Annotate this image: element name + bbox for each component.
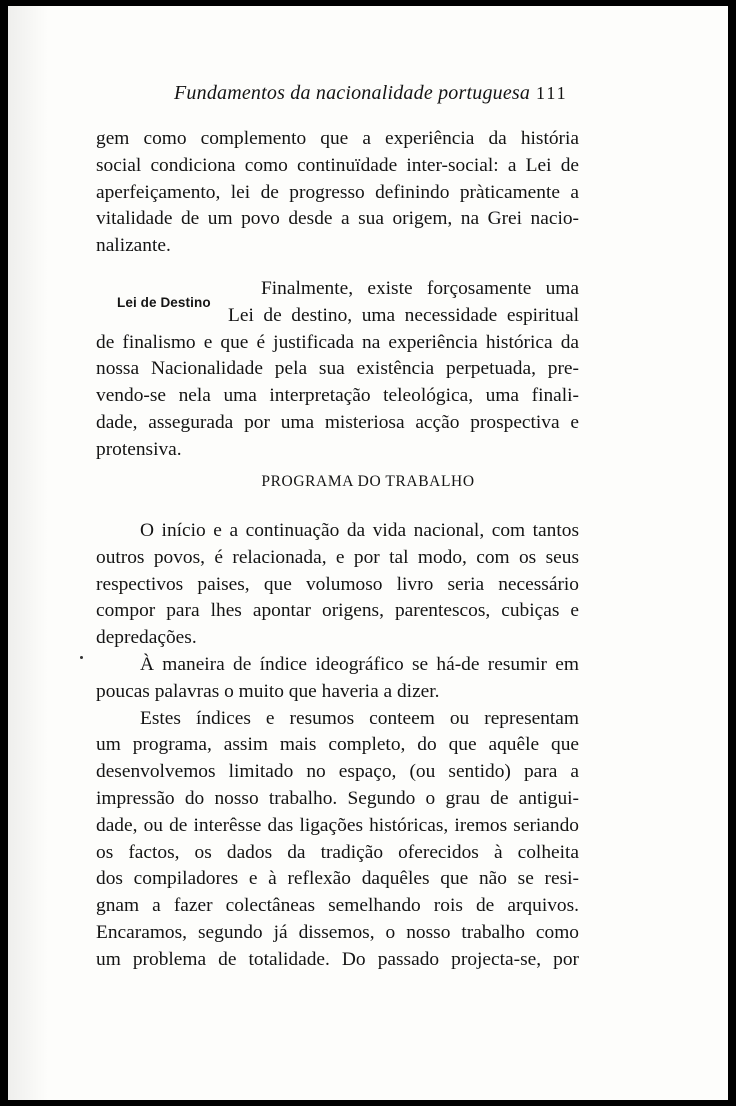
paragraph-programa xyxy=(96,518,579,974)
text-line: Estes índices e resumos conteem ou representam xyxy=(140,707,579,729)
text-line: gem como complemento que a experiência da história xyxy=(96,128,579,149)
text-line: protensiva. xyxy=(96,438,182,460)
text-line: Encaramos, segundo já dissemos, o nosso trabalho como xyxy=(96,921,579,943)
text-line: poucas palavras o muito que haveria a dizer. xyxy=(96,680,440,702)
text-line: dade, assegurada por uma misteriosa acção prospectiva e xyxy=(96,411,579,433)
paragraph-continuation xyxy=(96,126,579,260)
text-line: um problema de totalidade. Do passado projecta-se, por xyxy=(96,948,579,970)
text-line: depredações. xyxy=(96,627,197,649)
text-line: À maneira de índice ideográfico se há-de resumir em xyxy=(140,653,579,675)
text-line: vendo-se nela uma interpretação teleológica, uma finali- xyxy=(96,385,579,407)
text-line: nalizante. xyxy=(96,235,171,257)
text-line: aperfeiçamento, lei de progresso definindo pràticamente a xyxy=(96,181,579,203)
page-header xyxy=(8,82,728,112)
margin-note: Lei de Destino xyxy=(117,295,211,310)
text-line: um programa, assim mais completo, do que aquêle que xyxy=(96,734,579,756)
running-title: Fundamentos da nacionalidade portuguesa xyxy=(174,82,531,104)
text-line: Finalmente, existe forçosamente uma xyxy=(261,278,579,299)
paragraph-lei-de-destino xyxy=(96,276,579,464)
text-line: social condiciona como continuïdade inter-social: a Lei de xyxy=(96,154,579,176)
book-page xyxy=(8,6,728,1100)
page-number: 111 xyxy=(536,83,568,103)
stray-ink-mark xyxy=(80,656,83,659)
text-line: dade, ou de interêsse das ligações históricas, iremos seriando xyxy=(96,814,579,836)
text-line: nossa Nacionalidade pela sua existência perpetuada, pre- xyxy=(96,358,579,380)
text-line: os factos, os dados da tradição oferecidos à colheita xyxy=(96,841,579,863)
text-line: impressão do nosso trabalho. Segundo o grau de antigui- xyxy=(96,787,579,809)
text-line: vitalidade de um povo desde a sua origem, na Grei nacio- xyxy=(96,208,579,230)
text-line: O início e a continuação da vida nacional, com tantos xyxy=(140,520,579,541)
text-line: de finalismo e que é justificada na experiência histórica da xyxy=(96,331,579,353)
text-line: gnam a fazer colectâneas semelhando rois de arquivos. xyxy=(96,895,579,917)
text-line: respectivos paises, que volumoso livro seria necessário xyxy=(96,573,579,595)
text-line: desenvolvemos limitado no espaço, (ou sentido) para a xyxy=(96,761,579,783)
text-line: Lei de destino, uma necessidade espiritual xyxy=(228,304,579,326)
scan-edge-shadow xyxy=(8,6,48,1100)
section-heading: PROGRAMA DO TRABALHO xyxy=(261,473,475,490)
text-line: dos compiladores e à reflexão daquêles que não se resi- xyxy=(96,868,579,890)
text-line: compor para lhes apontar origens, parentescos, cubiças e xyxy=(96,600,579,622)
text-line: outros povos, é relacionada, e por tal modo, com os seus xyxy=(96,546,579,568)
